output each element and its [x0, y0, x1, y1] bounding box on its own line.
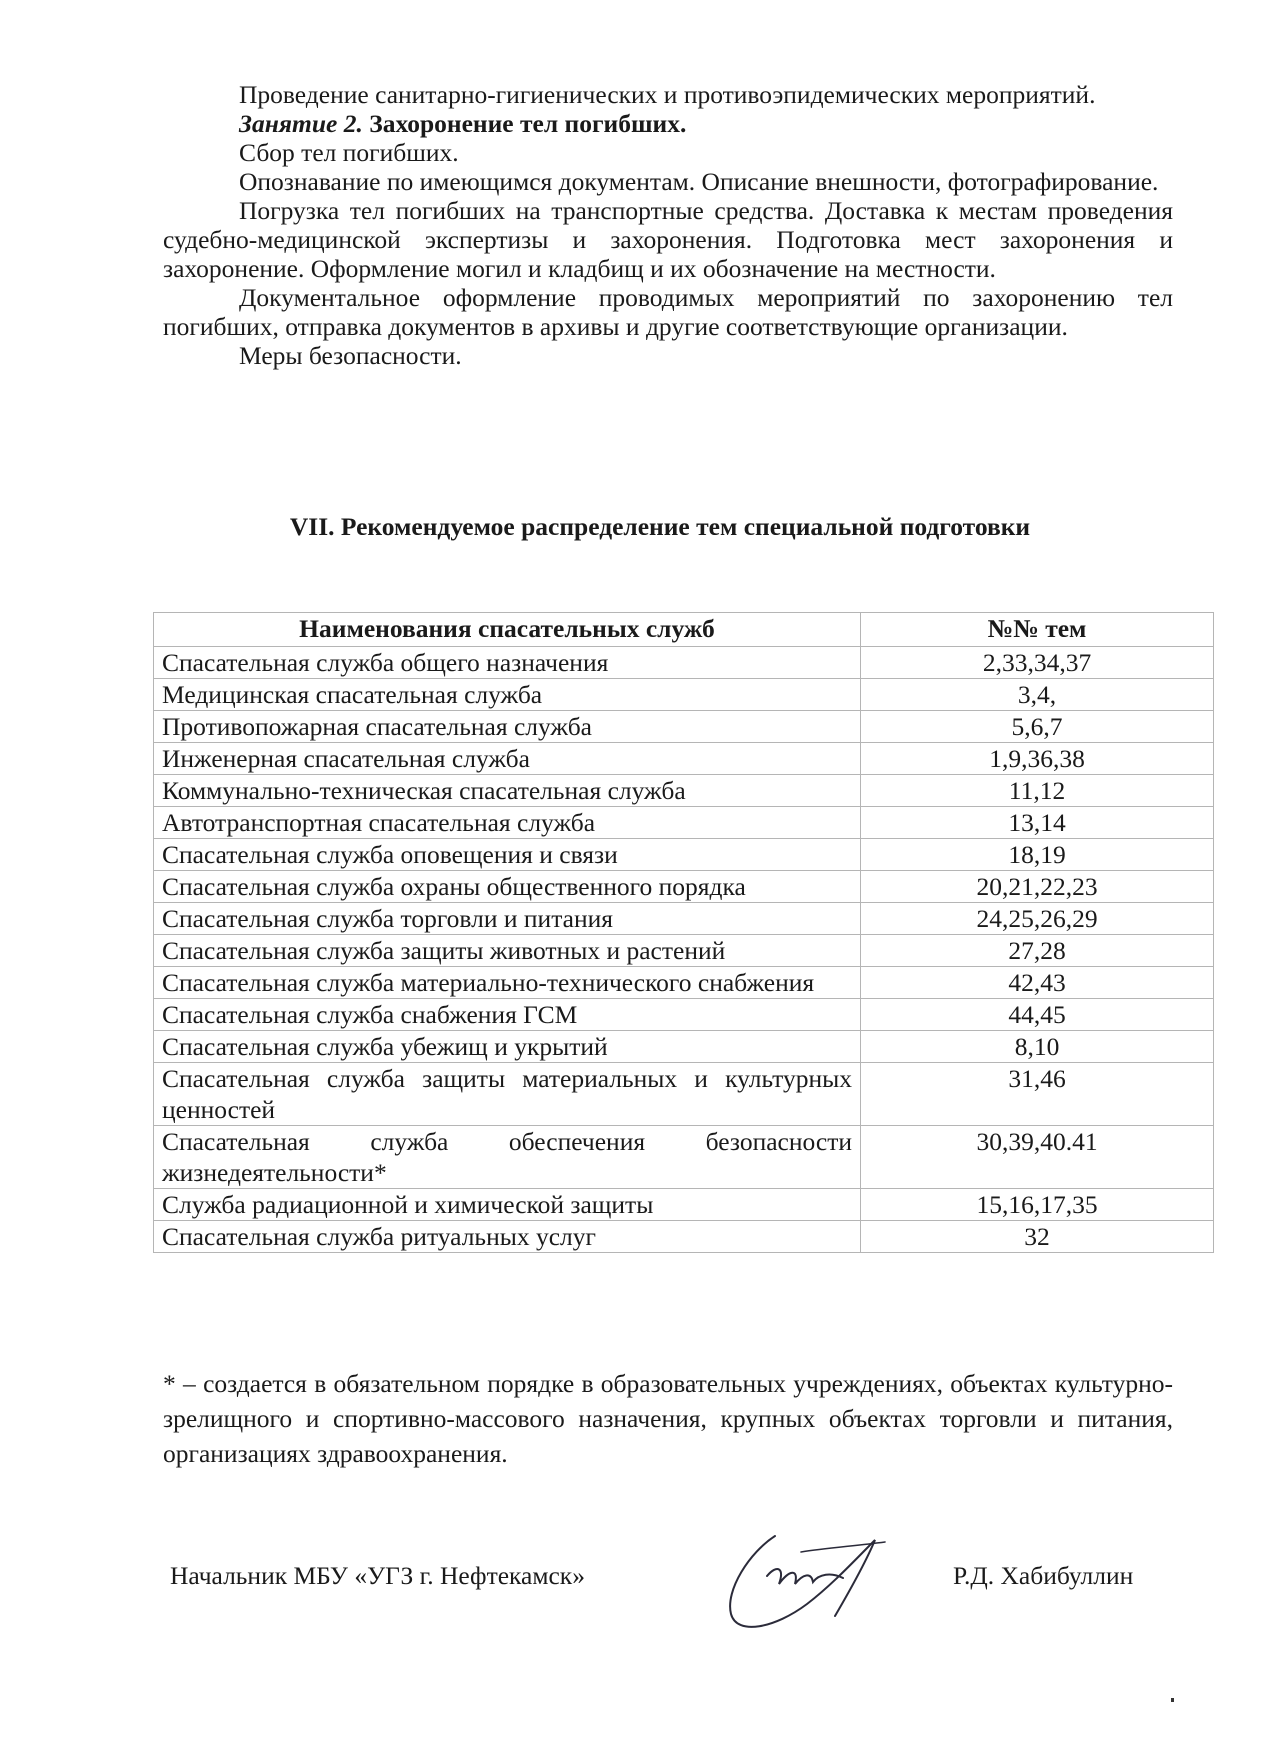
table-row: [154, 967, 1214, 999]
table-row: [154, 1126, 1214, 1189]
paragraph-safety: Меры безопасности.: [239, 341, 462, 370]
topic-numbers: 24,25,26,29: [861, 903, 1214, 935]
table-row: [154, 1031, 1214, 1063]
topic-numbers: 32: [861, 1221, 1214, 1253]
topic-numbers: 20,21,22,23: [861, 871, 1214, 903]
section-heading: VII. Рекомендуемое распределение тем специальной подготовки: [289, 512, 1031, 541]
topic-numbers: 31,46: [861, 1063, 1214, 1126]
service-name: Спасательная служба охраны общественного порядка: [154, 871, 861, 903]
table-row: [154, 679, 1214, 711]
lesson-label: Занятие 2.: [239, 109, 363, 138]
topic-numbers: 1,9,36,38: [861, 743, 1214, 775]
paragraph-documentation: Документальное оформление проводимых мероприятий по захоронению тел погибших, отправка документов в архивы и другие соответствующие организации.: [163, 283, 1173, 341]
table-row: [154, 871, 1214, 903]
table-row: [154, 775, 1214, 807]
service-name: Спасательная служба ритуальных услуг: [154, 1221, 861, 1253]
footnote: * – создается в обязательном порядке в образовательных учреждениях, объектах культурно-зрелищного и спортивно-массового назначения, крупных объектах торговли и питания, организациях здравоохранения.: [163, 1369, 1173, 1468]
table-row: [154, 903, 1214, 935]
intro-text: [163, 80, 1173, 370]
table-header-row: [154, 613, 1214, 647]
service-name: Медицинская спасательная служба: [154, 679, 861, 711]
service-name: Спасательная служба торговли и питания: [154, 903, 861, 935]
topic-numbers: 2,33,34,37: [861, 647, 1214, 679]
topic-numbers: 27,28: [861, 935, 1214, 967]
service-name: Автотранспортная спасательная служба: [154, 807, 861, 839]
table-row: [154, 807, 1214, 839]
table-row: [154, 647, 1214, 679]
topic-numbers: 8,10: [861, 1031, 1214, 1063]
service-name: Инженерная спасательная служба: [154, 743, 861, 775]
service-name: Коммунально-техническая спасательная служба: [154, 775, 861, 807]
services-table: [153, 612, 1214, 1253]
topic-numbers: 3,4,: [861, 679, 1214, 711]
service-name: Спасательная служба обеспечения безопасности жизнедеятельности*: [154, 1126, 861, 1189]
lesson-title: Захоронение тел погибших.: [362, 109, 687, 138]
header-services: Наименования спасательных служб: [154, 613, 861, 647]
paragraph-transport: Погрузка тел погибших на транспортные средства. Доставка к местам проведения судебно-медицинской экспертизы и захоронения. Подготовка мест захоронения и захоронение. Оформление могил и кладбищ и их обозначение на местности.: [163, 196, 1173, 283]
topic-numbers: 13,14: [861, 807, 1214, 839]
topic-numbers: 30,39,40.41: [861, 1126, 1214, 1189]
signatory-name: Р.Д. Хабибуллин: [953, 1561, 1134, 1590]
handwritten-signature: [715, 1512, 905, 1642]
topic-numbers: 42,43: [861, 967, 1214, 999]
service-name: Противопожарная спасательная служба: [154, 711, 861, 743]
table-row: [154, 1063, 1214, 1126]
paragraph-measures: Проведение санитарно-гигиенических и противоэпидемических мероприятий.: [239, 80, 1096, 109]
topic-numbers: 15,16,17,35: [861, 1189, 1214, 1221]
table-row: [154, 839, 1214, 871]
scan-speck: [1171, 1698, 1174, 1702]
service-name: Служба радиационной и химической защиты: [154, 1189, 861, 1221]
table-row: [154, 1189, 1214, 1221]
table-row: [154, 743, 1214, 775]
topic-numbers: 44,45: [861, 999, 1214, 1031]
service-name: Спасательная служба защиты материальных и культурных ценностей: [154, 1063, 861, 1126]
topic-numbers: 11,12: [861, 775, 1214, 807]
service-name: Спасательная служба убежищ и укрытий: [154, 1031, 861, 1063]
service-name: Спасательная служба общего назначения: [154, 647, 861, 679]
table-row: [154, 1221, 1214, 1253]
paragraph-collection: Сбор тел погибших.: [239, 138, 459, 167]
table-row: [154, 935, 1214, 967]
table-row: [154, 711, 1214, 743]
table-row: [154, 999, 1214, 1031]
topic-numbers: 18,19: [861, 839, 1214, 871]
lesson-heading: [163, 109, 1173, 138]
service-name: Спасательная служба защиты животных и растений: [154, 935, 861, 967]
service-name: Спасательная служба снабжения ГСМ: [154, 999, 861, 1031]
topic-numbers: 5,6,7: [861, 711, 1214, 743]
signatory-title: Начальник МБУ «УГЗ г. Нефтекамск»: [170, 1561, 585, 1590]
service-name: Спасательная служба оповещения и связи: [154, 839, 861, 871]
paragraph-identification: Опознавание по имеющимся документам. Описание внешности, фотографирование.: [239, 167, 1159, 196]
header-topics: №№ тем: [861, 613, 1214, 647]
service-name: Спасательная служба материально-технического снабжения: [154, 967, 861, 999]
